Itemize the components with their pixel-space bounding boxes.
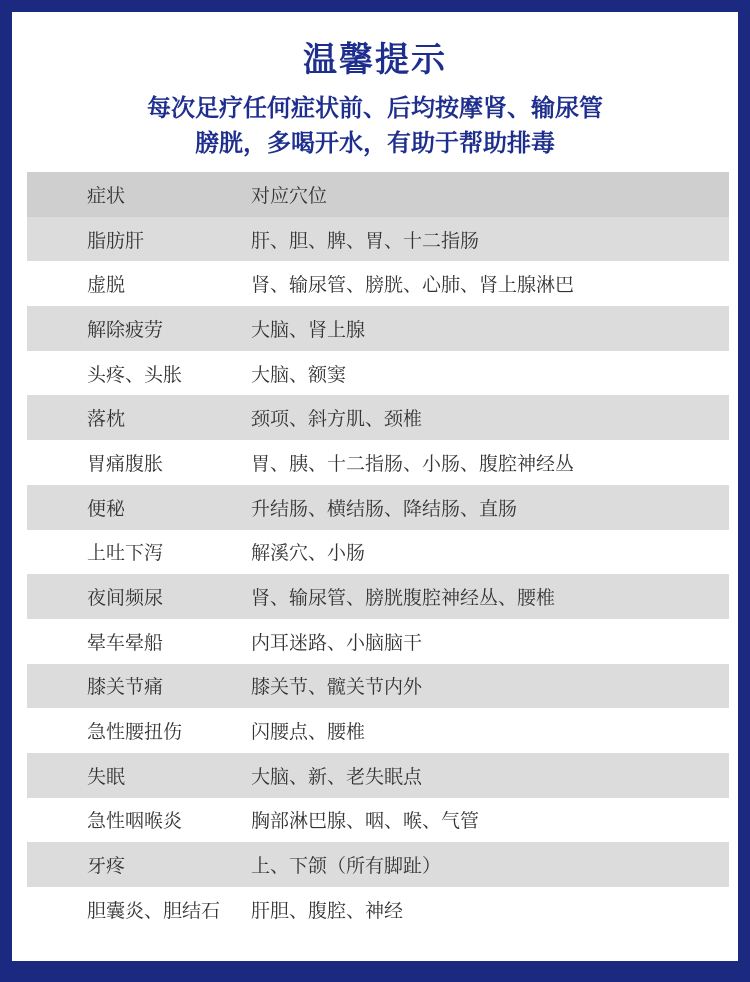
acupoint-cell: 上、下颌（所有脚趾） [251,855,442,878]
table-row [27,351,729,396]
table-row [27,395,729,440]
symptom-cell: 虚脱 [87,274,126,297]
acupoint-cell: 肝胆、腹腔、神经 [251,899,404,922]
symptom-cell: 脂肪肝 [87,229,145,252]
header-symptom: 症状 [87,184,126,207]
table-row [27,664,729,709]
acupoint-cell: 解溪穴、小肠 [251,542,366,565]
table-row [27,530,729,575]
table-row [27,842,729,887]
table-row [27,887,729,932]
symptom-cell: 失眠 [87,765,126,788]
table-row [27,798,729,843]
table-row [27,217,729,262]
acupoint-cell: 膝关节、髋关节内外 [251,676,423,699]
acupoint-cell: 大脑、额窦 [251,363,347,386]
symptom-cell: 胃痛腹胀 [87,452,164,475]
symptom-cell: 晕车晕船 [87,631,164,654]
acupoint-cell: 大脑、新、老失眠点 [251,765,423,788]
subtitle-line-1: 每次足疗任何症状前、后均按摩肾、输尿管 [147,94,603,122]
symptom-cell: 落枕 [87,408,126,431]
symptom-cell: 解除疲劳 [87,318,164,341]
table-row [27,440,729,485]
symptom-cell: 上吐下泻 [87,542,164,565]
header-acupoint: 对应穴位 [251,184,328,207]
acupoint-cell: 肝、胆、脾、胃、十二指肠 [251,229,480,252]
table-row [27,708,729,753]
acupoint-cell: 升结肠、横结肠、降结肠、直肠 [251,497,518,520]
symptom-cell: 急性腰扭伤 [87,721,183,744]
acupoint-cell: 闪腰点、腰椎 [251,721,366,744]
symptom-cell: 牙疼 [87,855,126,878]
page-title: 温馨提示 [303,40,447,80]
table-header-row [27,172,729,217]
acupoint-cell: 大脑、肾上腺 [251,318,366,341]
symptom-cell: 便秘 [87,497,126,520]
acupoint-cell: 内耳迷路、小脑脑干 [251,631,423,654]
table-row [27,574,729,619]
acupoint-cell: 颈项、斜方肌、颈椎 [251,408,423,431]
symptom-cell: 急性咽喉炎 [87,810,183,833]
symptom-cell: 头疼、头胀 [87,363,183,386]
symptom-cell: 膝关节痛 [87,676,164,699]
table-row [27,306,729,351]
table-row [27,753,729,798]
table-row [27,619,729,664]
acupoint-cell: 胸部淋巴腺、咽、喉、气管 [251,810,480,833]
acupoint-cell: 肾、输尿管、膀胱腹腔神经丛、腰椎 [251,587,556,610]
symptom-table [27,172,729,932]
acupoint-cell: 胃、胰、十二指肠、小肠、腹腔神经丛 [251,452,575,475]
symptom-cell: 胆囊炎、胆结石 [87,899,221,922]
symptom-cell: 夜间频尿 [87,587,164,610]
subtitle-line-2: 膀胱，多喝开水，有助于帮助排毒 [195,129,555,157]
acupoint-cell: 肾、输尿管、膀胱、心肺、肾上腺淋巴 [251,274,575,297]
notice-panel [12,12,738,961]
table-row [27,261,729,306]
table-row [27,485,729,530]
